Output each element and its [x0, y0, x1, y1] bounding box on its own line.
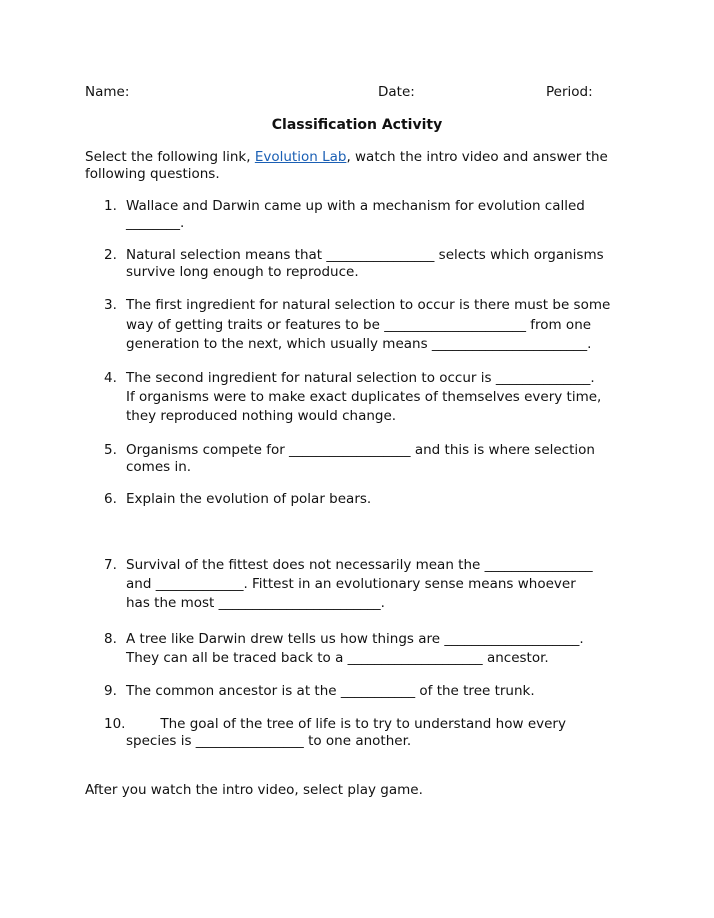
- question-text: way of getting traits or features to be _____________________ from one: [126, 316, 592, 333]
- question-text: Natural selection means that ________________ selects which organisms: [126, 247, 604, 263]
- question-4: [104, 369, 644, 426]
- question-text: survive long enough to reproduce.: [126, 264, 359, 280]
- question-5: [104, 442, 644, 476]
- question-number: 8.: [104, 631, 117, 647]
- question-1: [104, 198, 644, 232]
- question-text: If organisms were to make exact duplicates of themselves every time,: [126, 389, 602, 405]
- date-label: Date:: [378, 84, 415, 100]
- intro-line-2: following questions.: [85, 166, 220, 182]
- question-number: 4.: [104, 370, 117, 386]
- question-8: [104, 630, 644, 667]
- question-text: The common ancestor is at the ___________ of the tree trunk.: [126, 683, 535, 699]
- question-number: 9.: [104, 683, 117, 699]
- intro-suffix: , watch the intro video and answer the: [346, 149, 608, 165]
- footer-instruction: After you watch the intro video, select play game.: [85, 782, 423, 798]
- question-text: species is ________________ to one another.: [126, 733, 412, 749]
- page-title: Classiﬁcation Activity: [271, 117, 443, 133]
- question-number: 1.: [104, 198, 117, 214]
- question-2: [104, 247, 644, 281]
- question-number: 6.: [104, 491, 117, 507]
- name-label: Name:: [85, 84, 130, 100]
- question-6: [104, 491, 644, 508]
- question-text: they reproduced nothing would change.: [126, 408, 397, 424]
- question-text: comes in.: [126, 459, 192, 475]
- question-number: 5.: [104, 442, 117, 458]
- intro-prefix: Select the following link,: [85, 149, 255, 165]
- question-text: The second ingredient for natural selection to occur is ______________.: [126, 370, 595, 386]
- question-text: and _____________. Fittest in an evolutionary sense means whoever: [126, 576, 576, 592]
- question-9: [104, 683, 644, 700]
- question-number: 3.: [104, 297, 117, 313]
- question-text: generation to the next, which usually means _______________________.: [126, 336, 592, 352]
- question-text: The goal of the tree of life is to try to understand how every: [126, 716, 566, 732]
- question-text: The first ingredient for natural selection to occur is there must be some: [126, 297, 611, 313]
- question-text: Explain the evolution of polar bears.: [126, 491, 372, 507]
- evolution-lab-link[interactable]: Evolution Lab: [254, 149, 347, 165]
- question-7: [104, 556, 644, 613]
- question-10: [104, 716, 644, 750]
- question-text: Wallace and Darwin came up with a mechanism for evolution called: [126, 198, 585, 214]
- question-3: [104, 296, 644, 355]
- question-text: Survival of the fittest does not necessarily mean the ________________: [126, 557, 593, 573]
- period-label: Period:: [546, 84, 593, 100]
- question-text: A tree like Darwin drew tells us how things are ____________________.: [126, 631, 584, 647]
- question-text: They can all be traced back to a ____________________ ancestor.: [126, 649, 549, 666]
- question-number: 7.: [104, 557, 117, 573]
- question-number: 2.: [104, 247, 117, 263]
- question-text: has the most ________________________.: [126, 595, 385, 611]
- intro-line-1: [85, 149, 608, 165]
- question-text: Organisms compete for __________________ and this is where selection: [126, 442, 595, 458]
- question-number: 10.: [104, 716, 126, 732]
- question-text: ________.: [126, 215, 185, 231]
